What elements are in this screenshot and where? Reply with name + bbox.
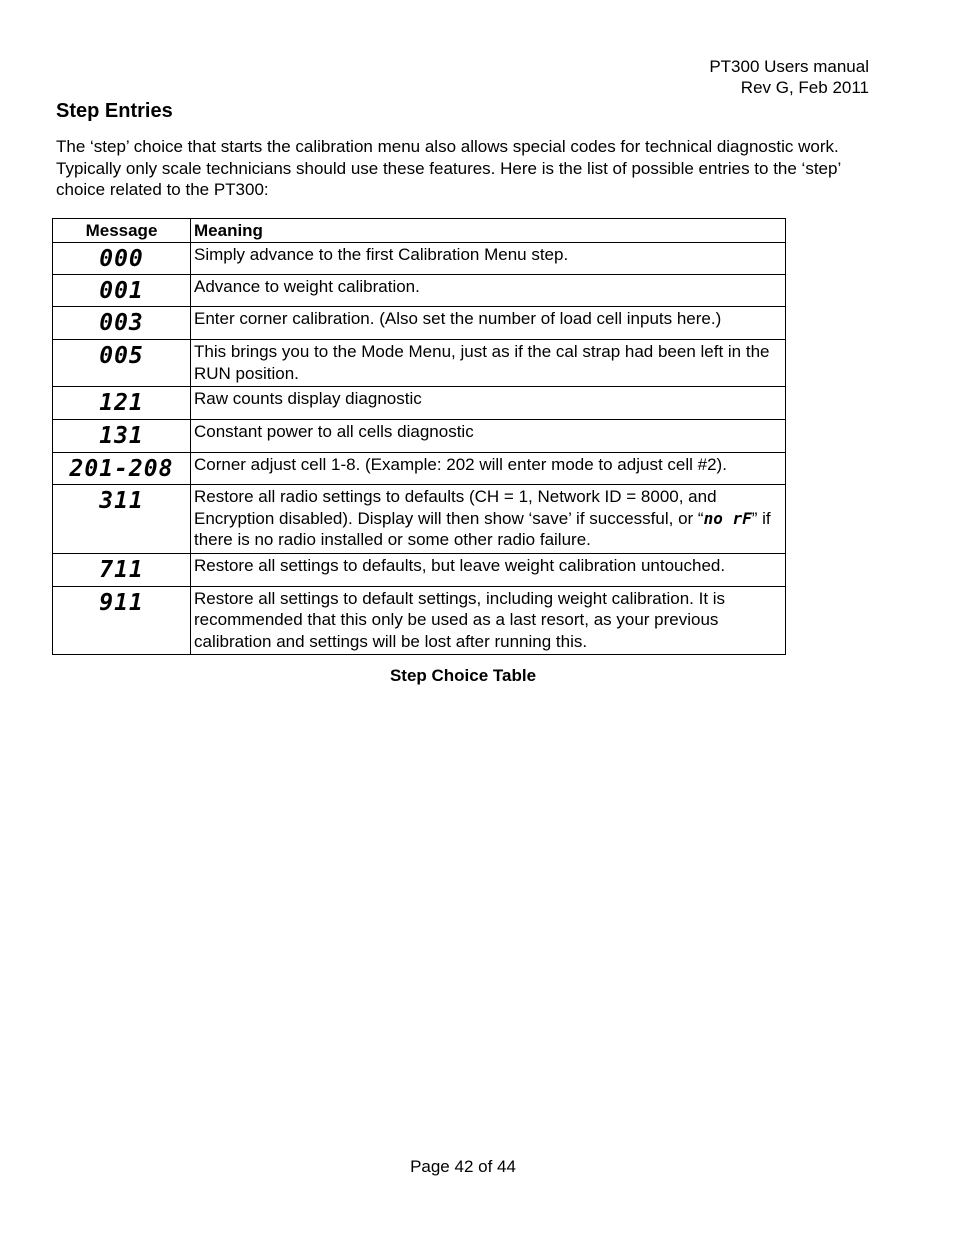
meaning-cell: This brings you to the Mode Menu, just as if the cal strap had been left in the RUN position.: [191, 340, 786, 387]
meaning-cell: Restore all settings to default settings, including weight calibration. It is recommended that this only be used as a last resort, as your previous calibration and settings will be lost after running this.: [191, 586, 786, 655]
display-code: 911: [99, 589, 144, 616]
meaning-cell: Enter corner calibration. (Also set the number of load cell inputs here.): [191, 307, 786, 340]
message-cell: [53, 586, 191, 655]
meaning-cell: Restore all settings to defaults, but leave weight calibration untouched.: [191, 553, 786, 586]
message-cell: [53, 340, 191, 387]
message-cell: [53, 243, 191, 275]
display-code: 311: [99, 488, 144, 514]
table-row: [53, 387, 786, 420]
display-code: 131: [99, 423, 144, 449]
intro-paragraph: The ‘step’ choice that starts the calibration menu also allows special codes for technical diagnostic work. Typically only scale technicians should use these features. Here is the list of possible entries to the ‘step’ choice related to the PT300:: [56, 137, 841, 199]
table-row: [53, 307, 786, 340]
meaning-text: ” if there is no radio installed or some other radio failure.: [194, 508, 771, 549]
message-cell: [53, 553, 191, 586]
display-code: 000: [99, 246, 144, 272]
display-code: 003: [99, 310, 144, 336]
meaning-cell: Constant power to all cells diagnostic: [191, 420, 786, 453]
display-code: 001: [99, 278, 144, 304]
meaning-cell: Advance to weight calibration.: [191, 275, 786, 307]
table-row: [53, 453, 786, 485]
table-row: [53, 553, 786, 586]
table-row: [53, 586, 786, 655]
display-code: 005: [99, 343, 144, 369]
message-cell: [53, 275, 191, 307]
table-row: [53, 243, 786, 275]
table-row: [53, 340, 786, 387]
display-code: 201-208: [69, 456, 174, 482]
header-doc-title: PT300 Users manual: [709, 57, 869, 76]
message-cell: [53, 387, 191, 420]
section-title: Step Entries: [56, 100, 173, 122]
page-number: Page 42 of 44: [410, 1157, 516, 1176]
meaning-text: Restore all radio settings to defaults (CH = 1, Network ID = 8000, and Encryption disabled). Display will then show ‘save’ if successful, or “: [194, 487, 717, 528]
message-cell: [53, 420, 191, 453]
message-cell: [53, 453, 191, 485]
meaning-cell: Corner adjust cell 1-8. (Example: 202 will enter mode to adjust cell #2).: [191, 453, 786, 485]
table-caption: Step Choice Table: [389, 666, 537, 685]
message-cell: [53, 307, 191, 340]
table-row: [53, 420, 786, 453]
display-code: 711: [99, 556, 144, 583]
meaning-cell: [191, 485, 786, 554]
table-row: [53, 275, 786, 307]
header-revision: Rev G, Feb 2011: [740, 78, 869, 97]
step-choice-table: [52, 218, 786, 655]
meaning-cell: Raw counts display diagnostic: [191, 387, 786, 420]
message-cell: [53, 485, 191, 554]
table-row: [53, 485, 786, 554]
column-header-meaning: Meaning: [191, 219, 786, 243]
display-code: 121: [99, 390, 144, 416]
column-header-message: Message: [53, 219, 191, 243]
inline-display-code: no rF: [703, 508, 752, 528]
meaning-cell: Simply advance to the first Calibration Menu step.: [191, 243, 786, 275]
table-header-row: [53, 219, 786, 243]
